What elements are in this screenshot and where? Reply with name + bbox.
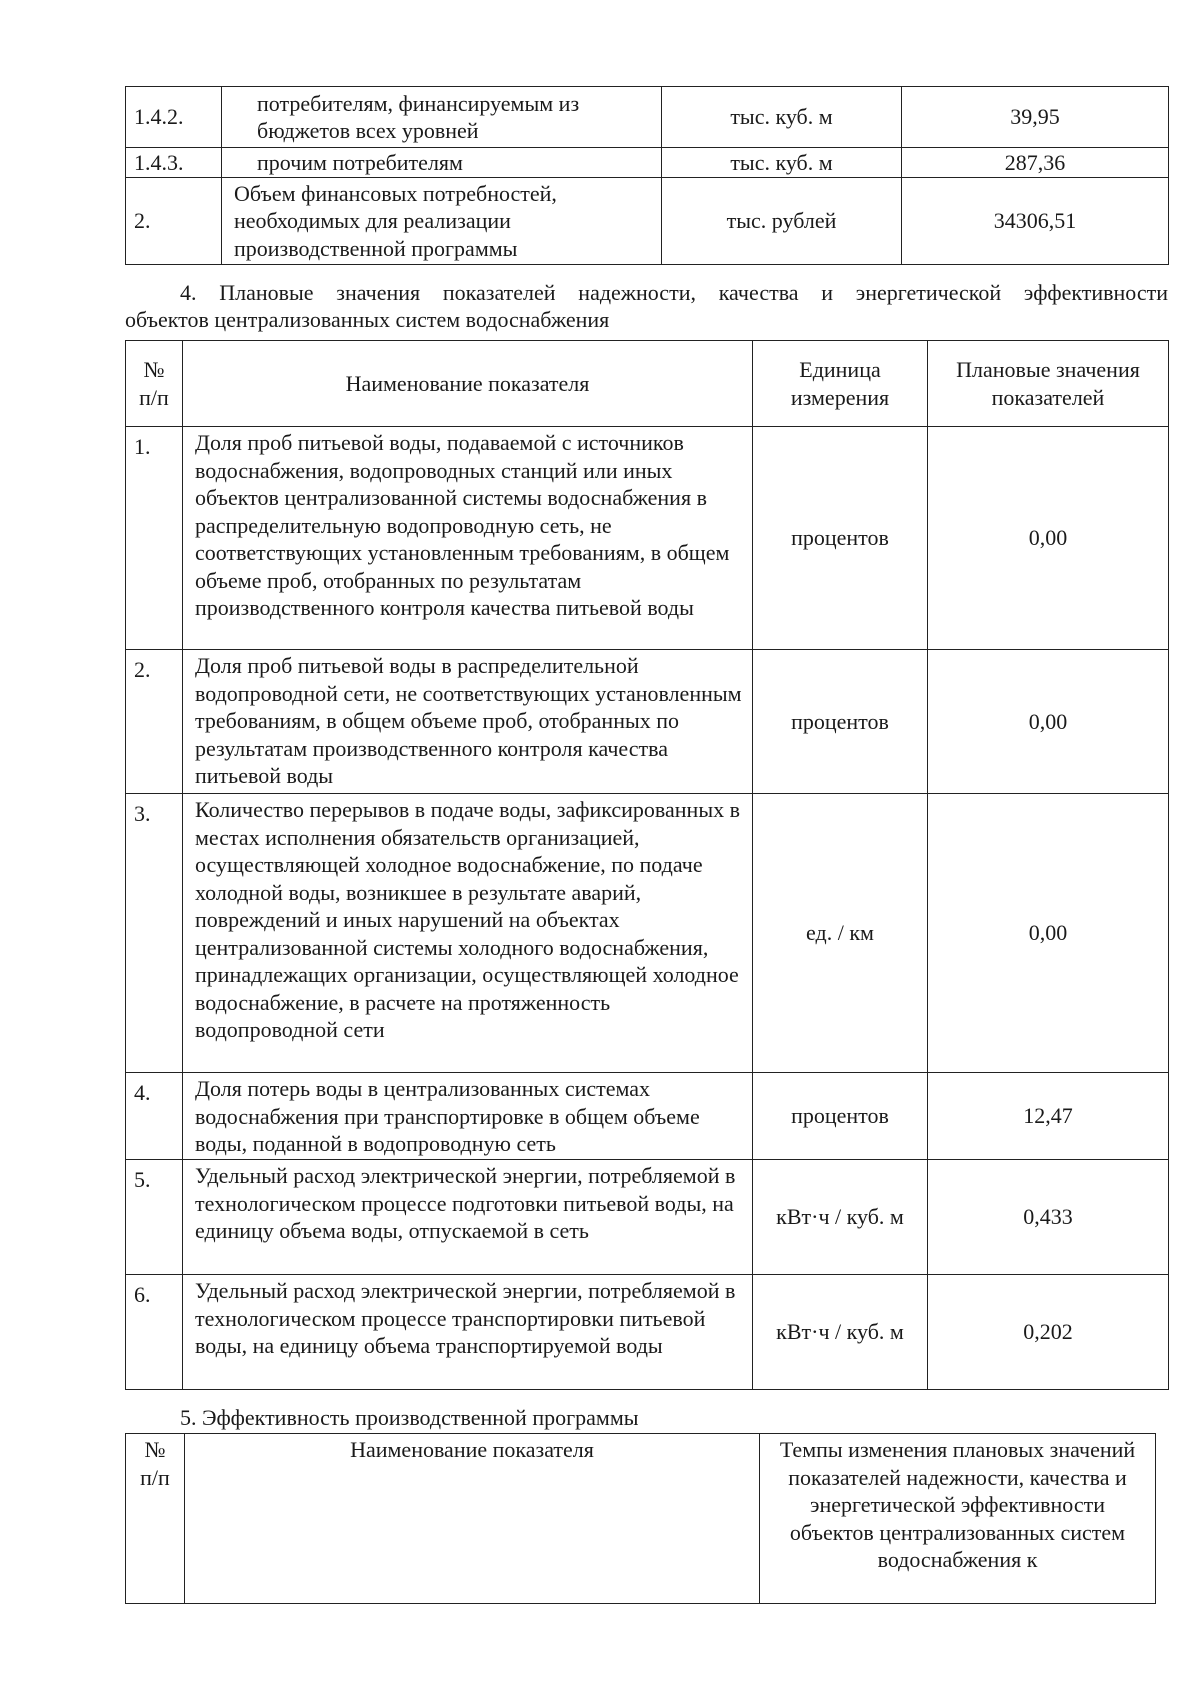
row-unit: процентов [753,650,928,794]
header-name: Наименование показателя [183,341,753,427]
section-4-heading-line2: объектов централизованных систем водоснабжения [125,307,610,332]
row-unit: тыс. куб. м [662,148,902,178]
row-value: 12,47 [928,1073,1169,1160]
row-number: 1. [126,427,183,650]
row-value: 0,433 [928,1160,1169,1275]
header-number: № п/п [126,1434,185,1604]
row-value: 287,36 [902,148,1169,178]
header-value: Плановые значения показателей [928,341,1169,427]
table-row [126,794,1169,1073]
row-unit: тыс. рублей [662,178,902,265]
table-row [126,178,1169,265]
table-continuation [125,86,1169,265]
row-number: 2. [126,178,222,265]
row-name: потребителям, финансируемым из бюджетов всех уровней [222,87,662,148]
row-name: Доля проб питьевой воды в распределительной водопроводной сети, не соответствующих установленным требованиям, в общем объеме проб, отобранных по результатам производственного контроля качества питьевой воды [183,650,753,794]
row-number: 1.4.3. [126,148,222,178]
row-unit: кВт·ч / куб. м [753,1275,928,1390]
table-row [126,427,1169,650]
table-header-row [126,1434,1156,1604]
row-name: Доля потерь воды в централизованных системах водоснабжения при транспортировке в общем объеме воды, поданной в водопроводную сеть [183,1073,753,1160]
row-name: Количество перерывов в подаче воды, зафиксированных в местах исполнения обязательств организацией, осуществляющей холодное водоснабжение, по подаче холодной воды, возникшее в результате аварий, повреждений и иных нарушений на объектах централизованной системы холодного водоснабжения, принадлежащих организации, осуществляющей холодное водоснабжение, в расчете на протяженность водопроводной сети [183,794,753,1073]
row-number: 1.4.2. [126,87,222,148]
row-unit: кВт·ч / куб. м [753,1160,928,1275]
section-4-heading-line1: 4. Плановые значения показателей надежности, качества и энергетической эффективности [180,280,1168,305]
row-value: 0,202 [928,1275,1169,1390]
row-number: 2. [126,650,183,794]
header-number: № п/п [126,341,183,427]
row-name: Удельный расход электрической энергии, потребляемой в технологическом процессе подготовки питьевой воды, на единицу объема воды, отпускаемой в сеть [183,1160,753,1275]
row-number: 5. [126,1160,183,1275]
row-name: Доля проб питьевой воды, подаваемой с источников водоснабжения, водопроводных станций или иных объектов централизованной системы водоснабжения в распределительную водопроводную сеть, не соответствующих установленным требованиям, в общем объеме проб, отобранных по результатам производственного контроля качества питьевой воды [183,427,753,650]
section-4-heading [125,279,1168,333]
table-row [126,1160,1169,1275]
row-unit: процентов [753,1073,928,1160]
row-name: Объем финансовых потребностей, необходимых для реализации производственной программы [222,178,662,265]
table-row [126,1275,1169,1390]
row-unit: тыс. куб. м [662,87,902,148]
indicators-table [125,340,1169,1390]
header-name: Наименование показателя [185,1434,760,1604]
row-value: 0,00 [928,427,1169,650]
row-unit: процентов [753,427,928,650]
table-row [126,148,1169,178]
table-row [126,87,1169,148]
row-value: 0,00 [928,794,1169,1073]
table-row [126,650,1169,794]
header-unit: Единица измерения [753,341,928,427]
row-number: 6. [126,1275,183,1390]
efficiency-table [125,1433,1156,1604]
row-value: 34306,51 [902,178,1169,265]
row-value: 0,00 [928,650,1169,794]
row-name: Удельный расход электрической энергии, потребляемой в технологическом процессе транспортировки питьевой воды, на единицу объема транспортируемой воды [183,1275,753,1390]
row-name: прочим потребителям [222,148,662,178]
header-rate: Темпы изменения плановых значений показателей надежности, качества и энергетической эффективности объектов централизованных систем водоснабжения к [760,1434,1156,1604]
table-row [126,1073,1169,1160]
row-value: 39,95 [902,87,1169,148]
row-unit: ед. / км [753,794,928,1073]
section-5-heading: 5. Эффективность производственной программы [180,1405,639,1430]
row-number: 3. [126,794,183,1073]
row-number: 4. [126,1073,183,1160]
table-header-row [126,341,1169,427]
